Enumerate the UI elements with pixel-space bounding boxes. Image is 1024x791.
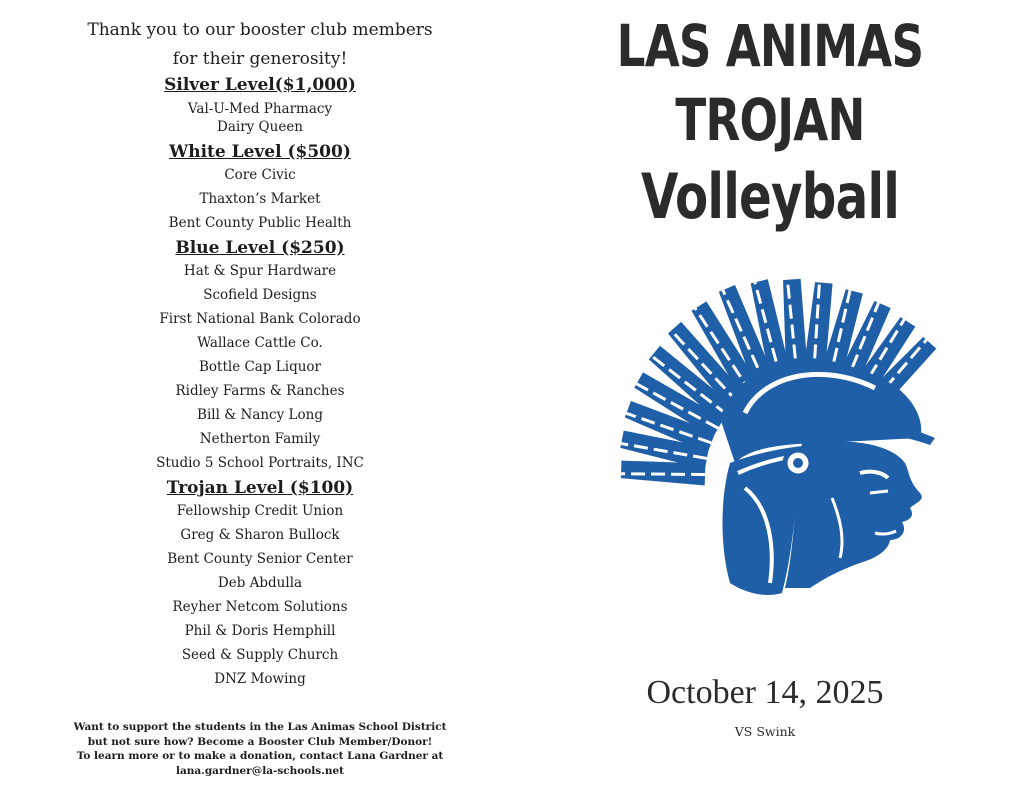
sponsor-item: Core Civic bbox=[224, 167, 296, 183]
sponsor-item: Scofield Designs bbox=[203, 287, 317, 303]
sponsor-item: Dairy Queen bbox=[217, 119, 303, 135]
sponsor-item: DNZ Mowing bbox=[214, 671, 306, 687]
donation-note-line: but not sure how? Become a Booster Club Member/Donor! bbox=[87, 735, 433, 748]
donation-note-line: Want to support the students in the Las Animas School District bbox=[73, 721, 447, 733]
contact-email: lana.gardner@la-schools.net bbox=[175, 764, 345, 777]
sponsor-item: Phil & Doris Hemphill bbox=[184, 623, 336, 639]
thanks-line-2: for their generosity! bbox=[172, 49, 348, 69]
level-blue bbox=[60, 237, 460, 475]
level-heading: Blue Level ($250) bbox=[175, 238, 345, 258]
sponsor-item: Greg & Sharon Bullock bbox=[180, 527, 340, 543]
thanks-line-1: Thank you to our booster club members bbox=[87, 20, 433, 40]
sponsor-item: Wallace Cattle Co. bbox=[197, 335, 323, 351]
sponsor-item: Hat & Spur Hardware bbox=[183, 263, 337, 279]
title-line-1: LAS ANIMAS bbox=[616, 12, 924, 80]
donation-note-line: To learn more or to make a donation, contact Lana Gardner at bbox=[76, 750, 444, 762]
sponsor-item: Bent County Public Health bbox=[168, 215, 352, 231]
level-silver bbox=[60, 74, 460, 136]
level-heading: Silver Level($1,000) bbox=[164, 75, 356, 95]
sponsor-item: Fellowship Credit Union bbox=[176, 503, 344, 519]
sponsor-item: Studio 5 School Portraits, INC bbox=[156, 455, 364, 471]
sponsor-item: Thaxton’s Market bbox=[199, 191, 321, 207]
trojan-helmet-logo-icon bbox=[570, 248, 960, 638]
opponent: VS Swink bbox=[734, 724, 796, 739]
plume-feather-stripe bbox=[621, 474, 705, 475]
sponsor-item: Ridley Farms & Ranches bbox=[175, 383, 345, 399]
title-line-2: TROJAN bbox=[675, 86, 865, 154]
level-heading: White Level ($500) bbox=[169, 142, 351, 162]
sponsor-item: Netherton Family bbox=[199, 431, 321, 447]
level-heading: Trojan Level ($100) bbox=[166, 478, 354, 498]
level-white bbox=[60, 141, 460, 235]
sponsor-item: Reyher Netcom Solutions bbox=[172, 599, 348, 615]
title-line-3: Volleyball bbox=[640, 160, 900, 233]
cover-panel bbox=[540, 0, 1000, 791]
sponsor-item: Bill & Nancy Long bbox=[197, 407, 323, 423]
sponsor-item: Seed & Supply Church bbox=[181, 647, 339, 663]
sponsor-item: Bottle Cap Liquor bbox=[198, 359, 321, 375]
sponsor-item: First National Bank Colorado bbox=[159, 311, 361, 327]
level-trojan bbox=[60, 477, 460, 691]
donation-note bbox=[60, 720, 460, 778]
booster-list bbox=[60, 16, 460, 691]
game-date: October 14, 2025 bbox=[646, 674, 884, 711]
sponsor-item: Val-U-Med Pharmacy bbox=[187, 101, 333, 117]
sponsor-item: Bent County Senior Center bbox=[167, 551, 353, 567]
sponsor-item: Deb Abdulla bbox=[217, 575, 303, 591]
